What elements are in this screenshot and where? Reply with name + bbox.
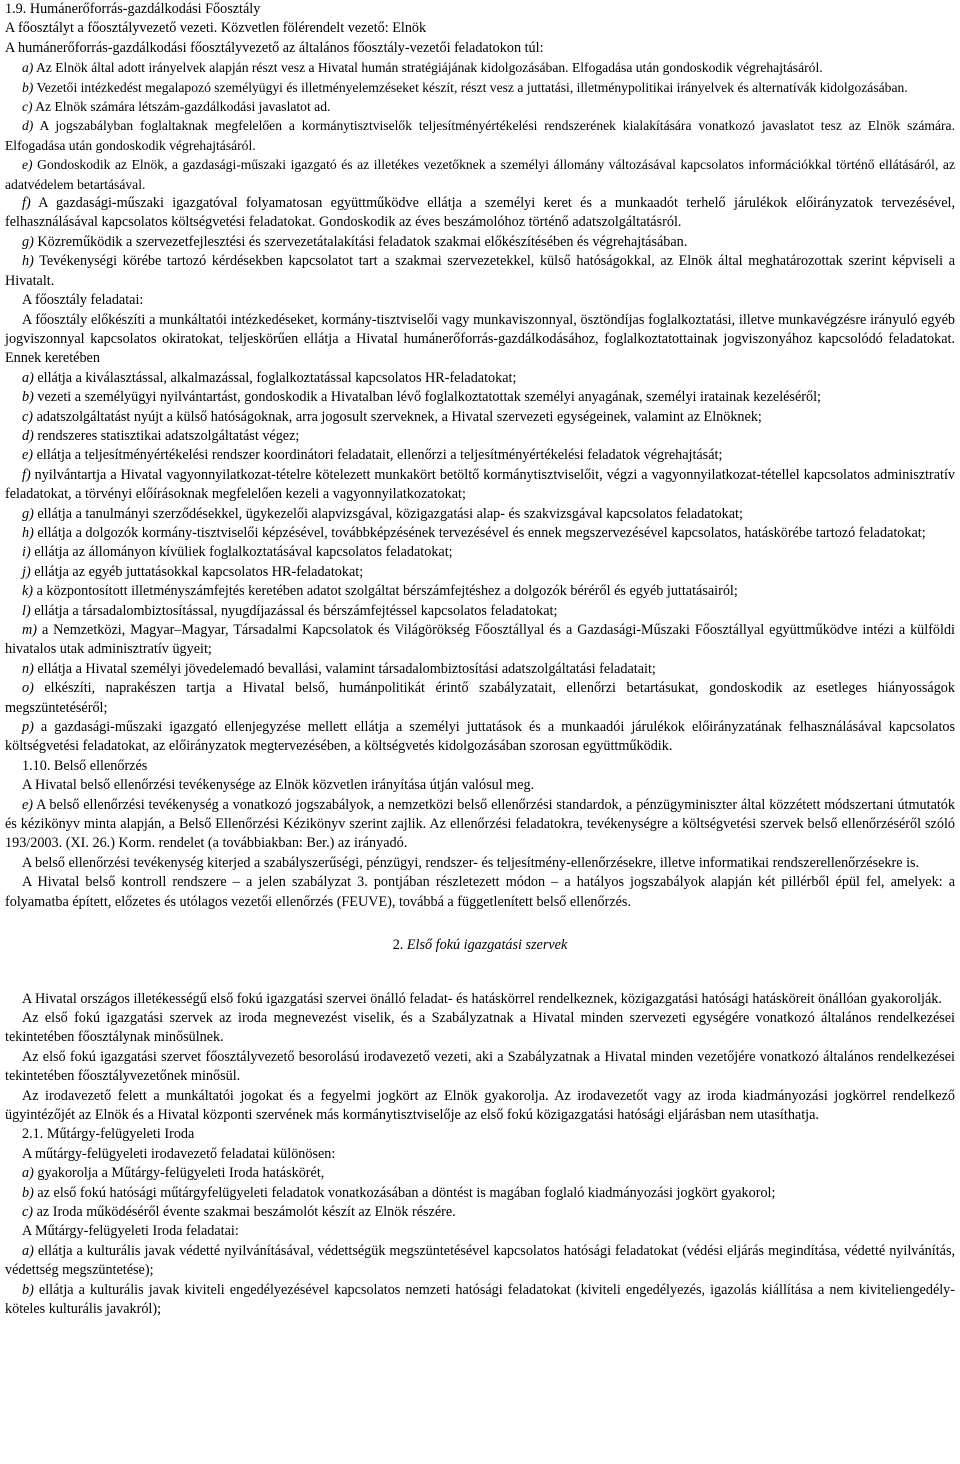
list-item-text: Közreműködik a szervezetfejlesztési és szervezetátalakítási feladatok szakmai előkészítésében és végrehajtásában.	[37, 233, 688, 250]
paragraph: 2.1. Műtárgy-felügyeleti Iroda	[22, 1126, 195, 1143]
list-marker: j)	[22, 563, 31, 580]
list-marker: g)	[22, 505, 34, 522]
list-item	[5, 563, 955, 582]
list-item-text: adatszolgáltatást nyújt a külső hatóságoknak, arra jogosult szerveknek, a Hivatal szervezeti egységeinek, valamint az Elnöknek;	[36, 408, 762, 425]
paragraph: A Műtárgy-felügyeleti Iroda feladatai:	[22, 1223, 239, 1240]
list-item	[5, 602, 955, 621]
paragraph: A főosztály előkészíti a munkáltatói intézkedéseket, kormány-tisztviselői vagy munkaviszonnyal, ösztöndíjas foglalkoztatási, illetve munkavégzésre irányuló egyéb jogviszonnyal kapcsolatos okiratokat, teljeskörűen ellátja a Hivatal humánerőforrás-gazdálkodásához, foglalkoztatottainak jogviszonyához kapcsolódó feladatokat. Ennek keretében	[5, 311, 955, 367]
list-marker: m)	[22, 622, 37, 638]
list-marker: h)	[22, 253, 34, 270]
list-marker: i)	[22, 544, 31, 561]
list-marker: d)	[22, 118, 34, 134]
list-item-text: ellátja az állományon kívüliek foglalkoztatásával kapcsolatos feladatokat;	[34, 544, 453, 561]
list-marker: f)	[22, 466, 31, 483]
list-item-text: ellátja a tanulmányi szerződésekkel, ügykezelői alapvizsgával, közigazgatási alap- és szakvizsgával kapcsolatos feladatokat;	[37, 505, 743, 522]
list-item	[5, 155, 955, 194]
list-item-text: ellátja a kulturális javak kiviteli engedélyezésével kapcsolatos nemzeti hatósági feladatokat (kiviteli engedélyezés, igazolás kiállítása a nem kiviteliengedély-köteles kulturális javakról);	[5, 1281, 956, 1317]
list-marker: a)	[22, 369, 34, 386]
list-marker: f)	[22, 195, 31, 212]
list-item-text: az első fokú hatósági műtárgyfelügyeleti feladatok vonatkozásában a döntést is magában foglaló kiadmányozási jogkört gyakorol;	[37, 1184, 776, 1201]
paragraph: A humánerőforrás-gazdálkodási főosztályvezető az általános főosztály-vezetői feladatokon túl:	[5, 39, 544, 56]
list-item-text: Vezetői intézkedést megalapozó személyügyi és illetményelemzéseket készít, részt vesz a juttatási, illetménypolitikai irányelvek és alternatívák kidolgozásában.	[36, 79, 908, 95]
list-item	[5, 582, 955, 601]
list-marker: e)	[22, 157, 33, 173]
paragraph: A belső ellenőrzési tevékenység kiterjed a szabályszerűségi, pénzügyi, rendszer- és teljesítmény-ellenőrzésekre, illetve informatikai rendszerellenőrzésekre is.	[22, 854, 920, 871]
paragraph: Az irodavezető felett a munkáltatói jogokat és a fegyelmi jogkört az Elnök gyakorolja. Az irodavezetőt vagy az iroda kiadmányozási jogkörrel rendelkező ügyintézőjét az Elnök és a Hivatal központi szervének más kormánytisztviselője az első fokú közigazgatási hatósági eljárásban nem utasíthatja.	[5, 1087, 955, 1123]
list-item-text: ellátja a társadalombiztosítással, nyugdíjazással és bérszámfejtéssel kapcsolatos feladatokat;	[34, 602, 558, 619]
list-item	[5, 796, 955, 854]
paragraph: 1.10. Belső ellenőrzés	[22, 757, 148, 774]
paragraph: Az első fokú igazgatási szervek az iroda megnevezést viselik, és a Szabályzatnak a Hivatal minden szervezeti egységére vonatkozó általános rendelkezései tekintetében főosztálynak minősülnek.	[5, 1009, 955, 1046]
list-item	[5, 194, 955, 233]
document-page	[5, 0, 955, 1319]
list-item	[5, 369, 955, 388]
list-item	[5, 1203, 955, 1222]
list-item-text: ellátja a kiválasztással, alkalmazással, foglalkoztatással kapcsolatos HR-feladatokat;	[37, 369, 517, 386]
paragraph: A műtárgy-felügyeleti irodavezető feladatai különösen:	[22, 1145, 336, 1162]
list-marker: n)	[22, 660, 34, 677]
list-item-text: Tevékenységi körébe tartozó kérdésekben kapcsolatot tart a szakmai szervezetekkel, külső hatóságokkal, az Elnök által meghatározottak szerint képviseli a Hivatalt.	[5, 253, 956, 289]
list-item-text: gyakorolja a Műtárgy-felügyeleti Iroda hatáskörét,	[37, 1165, 325, 1182]
list-marker: b)	[22, 79, 34, 95]
paragraph: Az első fokú igazgatási szervet főosztályvezető besorolású irodavezető vezeti, aki a Szabályzatnak a Hivatal minden vezetőjére vonatkozó általános rendelkezései tekintetében főosztályvezetőnek minősül.	[5, 1048, 955, 1085]
list-item-text: Az Elnök által adott irányelvek alapján részt vesz a Hivatal humán stratégiájának kidolgozásában. Elfogadása után gondoskodik végrehajtásáról.	[35, 60, 823, 76]
list-item	[5, 408, 955, 427]
list-item	[5, 388, 955, 407]
list-marker: c)	[22, 1203, 34, 1220]
list-marker: a)	[22, 60, 34, 76]
list-item-text: a gazdasági-műszaki igazgató ellenjegyzése mellett ellátja a személyi juttatások és a munkaadói járulékok előirányzatának felhasználásával kapcsolatos költségvetési feladatokat, az előirányzatok megtervezésében, a költségvetés kidolgozásában szorosan együttműködik.	[5, 719, 956, 755]
section-heading	[5, 936, 955, 955]
paragraph: A Hivatal belső kontroll rendszere – a jelen szabályzat 3. pontjában részletezett módon – a hatályos jogszabályok alapján két pillérből épül fel, amelyek: a folyamatba épített, előzetes és utólagos vezetői ellenőrzés (FEUVE), továbbá a függetlenített belső ellenőrzés.	[5, 874, 955, 910]
list-marker: e)	[22, 796, 34, 813]
list-item	[5, 524, 955, 543]
paragraph: A főosztályt a főosztályvezető vezeti. Közvetlen fölérendelt vezető: Elnök	[5, 20, 427, 37]
list-item-text: ellátja a kulturális javak védetté nyilvánításával, védettségük megszüntetésével kapcsolatos hatósági feladatokat (védési eljárás megindítása, védetté nyilvánítás, védettség megszüntetése);	[5, 1242, 956, 1279]
list-item	[5, 116, 955, 155]
list-item-text: A jogszabályban foglaltaknak megfelelően a kormánytisztviselők teljesítményértékelési rendszerének kialakítására vonatkozó javaslatot tesz az Elnök számára. Elfogadása után gondoskodik végrehajtásáról.	[5, 118, 955, 153]
list-item	[5, 97, 955, 116]
list-item	[5, 466, 955, 505]
list-item-text: az Iroda működéséről évente szakmai beszámolót készít az Elnök részére.	[36, 1203, 456, 1220]
list-item	[5, 1242, 955, 1281]
list-marker: k)	[22, 583, 34, 600]
list-item-text: rendszeres statisztikai adatszolgáltatást végez;	[37, 427, 300, 444]
list-item-text: vezeti a személyügyi nyilvántartást, gondoskodik a Hivatalban lévő foglalkoztatottak személyi anyagának, személyi iratainak kezeléséről;	[37, 389, 821, 406]
list-item	[5, 679, 955, 718]
list-item-text: nyilvántartja a Hivatal vagyonnyilatkozat-tételre kötelezett munkakört betöltő kormánytisztviselőit, végzi a vagyonnyilatkozat-tétellel kapcsolatos adminisztratív feladatokat, a törvényi előírásoknak megfelelően kezeli a vagyonnyilatkozatokat;	[5, 466, 955, 503]
list-item	[5, 505, 955, 524]
list-item	[5, 252, 955, 291]
list-marker: b)	[22, 1281, 34, 1298]
list-item	[5, 427, 955, 446]
list-item	[5, 1164, 955, 1183]
list-item-text: A gazdasági-műszaki igazgatóval folyamatosan együttműködve ellátja a személyi keret és a munkaadót terhelő járulékok előirányzatok tervezésével, felhasználásával kapcsolatos költségvetési feladatokat. Gondoskodik az éves beszámolóhoz történő adatszolgáltatásról.	[5, 195, 955, 231]
list-item-text: a Nemzetközi, Magyar–Magyar, Társadalmi Kapcsolatok és Világörökség Főosztállyal és a Gazdasági-Műszaki Főosztállyal együttműködve intézi a külföldi hivatalos utak adminisztratív ügyeit;	[5, 622, 955, 658]
paragraph: A főosztály feladatai:	[22, 292, 144, 309]
list-item	[5, 58, 955, 77]
list-marker: h)	[22, 524, 34, 541]
section-title: Első fokú igazgatási szervek	[406, 937, 568, 954]
list-item-text: Gondoskodik az Elnök, a gazdasági-műszaki igazgató és az illetékes vezetőknek a személyi állomány változásával kapcsolatos információkkal történő ellátásáról, az adatvédelem betartásával.	[5, 157, 955, 192]
list-marker: c)	[22, 99, 33, 115]
list-marker: b)	[22, 389, 34, 406]
list-item	[5, 1281, 955, 1320]
list-item	[5, 78, 955, 97]
list-marker: d)	[22, 427, 34, 444]
list-item-text: elkészíti, naprakészen tartja a Hivatal belső, humánpolitikát érintő szabályzatait, ellenőrzi betartásukat, gondoskodik az esetleges hiányosságok megszüntetéséről;	[5, 680, 955, 716]
list-item	[5, 660, 955, 679]
list-item-text: ellátja a dolgozók kormány-tisztviselői képzésével, továbbképzésének tervezésével és ennek megszervezésével kapcsolatos, hatáskörébe tartozó feladatokat;	[37, 524, 926, 541]
list-item	[5, 621, 955, 660]
list-item-text: Az Elnök számára létszám-gazdálkodási javaslatot ad.	[35, 99, 331, 115]
list-item-text: ellátja az egyéb juttatásokkal kapcsolatos HR-feladatokat;	[34, 563, 364, 580]
list-item-text: a központosított illetményszámfejtés keretében adatot szolgáltat bérszámfejtéshez a dolgozók béréről és egyéb juttatásairól;	[36, 583, 738, 600]
paragraph: 1.9. Humánerőforrás-gazdálkodási Főosztály	[5, 1, 261, 17]
list-item-text: ellátja a teljesítményértékelési rendszer koordinátori feladatait, ellenőrzi a teljesítményértékelési feladatok végrehajtását;	[36, 447, 723, 464]
list-item	[5, 446, 955, 465]
list-marker: p)	[22, 719, 34, 736]
list-item-text: A belső ellenőrzési tevékenység a vonatkozó jogszabályok, a nemzetközi belső ellenőrzési standardok, a pénzügyminiszter által közzétett módszertani útmutatók és kézikönyv minta alapján, a Belső Ellenőrzési Kézikönyv szerint zajlik. Az ellenőrzési feladatokra, tevékenységre a költségvetési szervek belső ellenőrzéséről szóló 193/2003. (XI. 26.) Korm. rendelet (a továbbiakban: Ber.) az irányadó.	[5, 796, 955, 852]
paragraph: A Hivatal belső ellenőrzési tevékenysége az Elnök közvetlen irányítása útján valósul meg.	[22, 777, 535, 794]
list-marker: o)	[22, 680, 34, 697]
list-marker: g)	[22, 233, 34, 250]
list-item	[5, 1184, 955, 1203]
list-marker: l)	[22, 602, 31, 619]
paragraph: A Hivatal országos illetékességű első fokú igazgatási szervei önálló feladat- és hatáskörrel rendelkeznek, közigazgatási hatósági hatásköreit önállóan gyakorolják.	[22, 990, 942, 1007]
list-item	[5, 543, 955, 562]
list-marker: a)	[22, 1165, 34, 1182]
list-item	[5, 233, 955, 252]
list-marker: c)	[22, 408, 34, 425]
list-marker: a)	[22, 1242, 34, 1259]
list-marker: b)	[22, 1184, 34, 1201]
section-number: 2.	[392, 937, 404, 954]
list-marker: e)	[22, 447, 34, 464]
list-item	[5, 718, 955, 757]
list-item-text: ellátja a Hivatal személyi jövedelemadó bevallási, valamint társadalombiztosítási adatszolgáltatási feladatait;	[37, 660, 656, 677]
